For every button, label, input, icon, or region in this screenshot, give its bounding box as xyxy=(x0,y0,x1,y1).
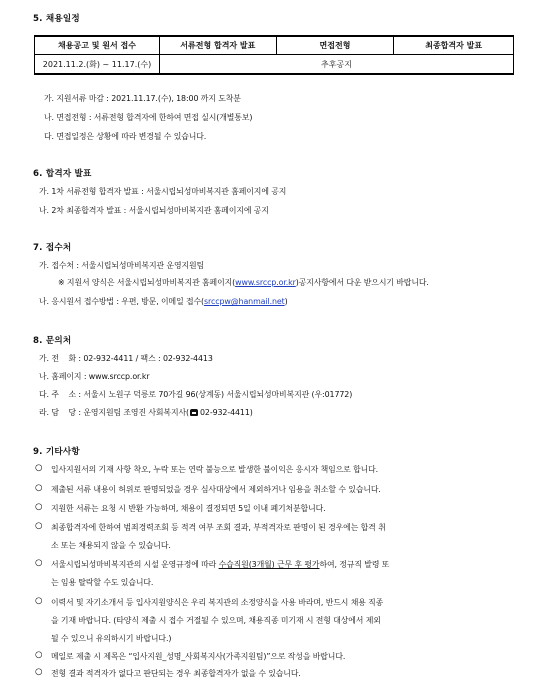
s5-item: 가. 지원서류 마감 : 2021.11.17.(수), 18:00 까지 도착분 xyxy=(44,94,241,103)
s9-item-cont: 소 또는 채용되지 않을 수 있습니다. xyxy=(51,541,171,550)
s7-note-text: )공지사항에서 다운 받으시기 바랍니다. xyxy=(295,278,429,287)
s9-item-text: 하여, 정규직 발령 또 xyxy=(319,560,390,569)
bullet-icon: ○ xyxy=(35,483,43,493)
s5-item: 나. 면접전형 : 서류전형 합격자에 한하여 면접 실시(개별통보) xyxy=(44,113,253,122)
s9-item: 제출된 서류 내용이 허위로 판명되었을 경우 심사대상에서 제외하거나 임용을 취소할 수 있습니다. xyxy=(51,485,381,494)
bullet-icon: ○ xyxy=(35,667,43,677)
bullet-icon: ○ xyxy=(35,502,43,512)
s7-item-text: ) xyxy=(284,297,288,306)
schedule-header-cell: 채용공고 및 원서 접수 xyxy=(35,36,160,55)
schedule-header-cell: 최종합격자 발표 xyxy=(394,36,514,55)
schedule-row xyxy=(35,55,514,75)
homepage-link[interactable]: www.srccp.or.kr xyxy=(235,278,296,287)
s6-item: 가. 1차 서류전형 합격자 발표 : 서울시립뇌성마비복지관 홈페이지에 공지 xyxy=(39,187,287,196)
s9-item: 입사지원서의 기재 사항 착오, 누락 또는 연락 불능으로 발생한 불이익은 응시자 책임으로 합니다. xyxy=(51,465,379,474)
bullet-icon: ○ xyxy=(35,463,43,473)
s7-item xyxy=(39,296,288,307)
bullet-icon: ○ xyxy=(35,596,43,606)
s8-item: 가. 전 화 : 02-932-4411 / 팩스 : 02-932-4413 xyxy=(39,354,213,363)
s6-item: 나. 2차 최종합격자 발표 : 서울시립뇌성마비복지관 홈페이지에 공지 xyxy=(39,206,269,215)
section-7-title: 7. 접수처 xyxy=(33,243,72,253)
s8-item: 다. 주 소 : 서울시 노원구 덕릉로 70가길 96(상계동) 서울시립뇌성마비복지관 (우:01772) xyxy=(39,390,353,399)
schedule-header-row xyxy=(35,36,514,55)
s9-item-cont: 을 기재 바랍니다. (타양식 제출 시 접수 거절될 수 있으며, 채용직종 미기재 시 전형 대상에서 제외 xyxy=(51,616,381,625)
schedule-period-cell: 2021.11.2.(화) ~ 11.17.(수) xyxy=(35,55,160,75)
s9-item-cont: 될 수 있으니 유의하시기 바랍니다.) xyxy=(51,634,172,643)
s7-note-text: ※ 지원서 양식은 서울시립뇌성마비복지관 홈페이지( xyxy=(58,278,236,287)
s7-item: 가. 접수처 : 서울시립뇌성마비복지관 운영지원팀 xyxy=(39,261,205,270)
schedule-header-cell: 서류전형 합격자 발표 xyxy=(160,36,277,55)
bullet-icon: ○ xyxy=(35,558,43,568)
s9-underlined-text: 수습직원(3개월) 근무 후 평가 xyxy=(218,560,320,569)
section-6-title: 6. 합격자 발표 xyxy=(33,169,92,179)
schedule-table xyxy=(34,35,514,75)
s9-item xyxy=(51,559,389,570)
s7-item-text: 나. 응시원서 접수방법 : 우편, 방문, 이메일 접수( xyxy=(39,297,205,306)
s9-item: 메일로 제출 시 제목은 “입사지원_성명_사회복지사(가족지원팀)”으로 작성을 바랍니다. xyxy=(51,652,346,661)
s9-item-text: 서울시립뇌성마비복지관의 시설 운영규정에 따라 xyxy=(51,560,219,569)
s7-note xyxy=(58,277,429,288)
s8-item xyxy=(39,407,253,418)
s9-item: 지원한 서류는 요청 시 반환 가능하며, 채용이 결정되면 5일 이내 폐기처분합니다. xyxy=(51,504,326,513)
phone-icon xyxy=(190,409,198,416)
bullet-icon: ○ xyxy=(35,521,43,531)
email-link[interactable]: srccpw@hanmail.net xyxy=(204,297,285,306)
s9-item: 이력서 및 자기소개서 등 입사지원양식은 우리 복지관의 소정양식을 사용 바라며, 반드시 채용 직종 xyxy=(51,598,384,607)
s9-item: 전형 결과 적격자가 없다고 판단되는 경우 최종합격자가 없을 수 있습니다. xyxy=(51,669,301,678)
s5-item: 다. 면접일정은 상황에 따라 변경될 수 있습니다. xyxy=(44,132,207,141)
schedule-later-cell: 추후공지 xyxy=(160,55,514,75)
s9-item: 최종합격자에 한하여 범죄경력조회 등 적격 여부 조회 결과, 부적격자로 판명이 된 경우에는 합격 취 xyxy=(51,523,386,532)
section-8-title: 8. 문의처 xyxy=(33,336,72,346)
section-5-title: 5. 채용일정 xyxy=(33,14,80,24)
s8-item-text: 02-932-4411) xyxy=(199,408,253,417)
schedule-header-cell: 면접전형 xyxy=(276,36,394,55)
bullet-icon: ○ xyxy=(35,650,43,660)
section-9-title: 9. 기타사항 xyxy=(33,447,80,457)
s8-item-text: 라. 담 당 : 운영지원팀 조영진 사회복지사( xyxy=(39,408,189,417)
s8-item: 나. 홈페이지 : www.srccp.or.kr xyxy=(39,372,150,381)
s9-item-cont: 는 임용 탈락할 수도 있습니다. xyxy=(51,578,154,587)
